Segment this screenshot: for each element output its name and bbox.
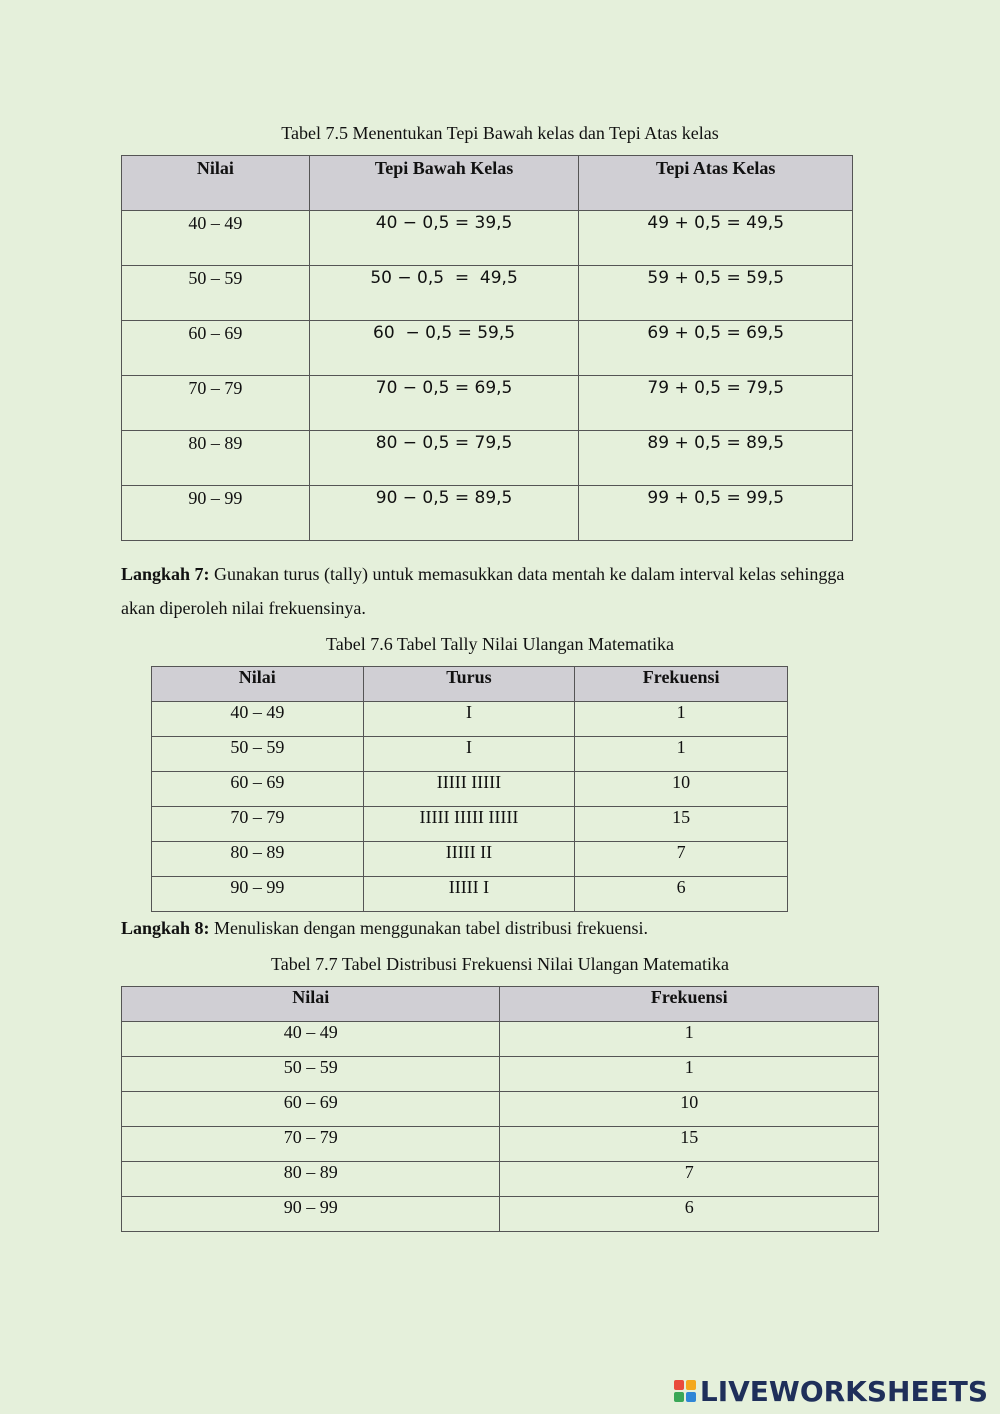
table-row <box>122 486 853 541</box>
cell-frekuensi: 15 <box>575 807 788 842</box>
header-tepi-atas: Tepi Atas Kelas <box>579 156 853 211</box>
header-frekuensi: Frekuensi <box>500 987 879 1022</box>
cell-tepi-bawah: 80 − 0,5 = 79,5 <box>309 431 579 486</box>
cell-nilai: 40 – 49 <box>122 1022 500 1057</box>
cell-frekuensi: 6 <box>500 1197 879 1232</box>
table-row <box>152 737 788 772</box>
cell-tepi-atas: 89 + 0,5 = 89,5 <box>579 431 853 486</box>
cell-turus: IIIII I <box>363 877 575 912</box>
cell-nilai: 90 – 99 <box>122 1197 500 1232</box>
table-row <box>122 1162 879 1197</box>
cell-tepi-bawah: 50 − 0,5 = 49,5 <box>309 266 579 321</box>
cell-frekuensi: 1 <box>500 1022 879 1057</box>
cell-tepi-atas: 99 + 0,5 = 99,5 <box>579 486 853 541</box>
step-8-paragraph <box>121 911 881 945</box>
cell-nilai: 90 – 99 <box>122 486 310 541</box>
logo-text: LIVEWORKSHEETS <box>699 1374 988 1408</box>
table-row <box>122 376 853 431</box>
cell-tepi-atas: 49 + 0,5 = 49,5 <box>579 211 853 266</box>
table-76 <box>151 666 788 912</box>
logo-square-icon <box>674 1380 684 1390</box>
table-row <box>122 1197 879 1232</box>
header-nilai: Nilai <box>122 987 500 1022</box>
cell-frekuensi: 1 <box>575 702 788 737</box>
table-row <box>152 877 788 912</box>
table-77 <box>121 986 879 1232</box>
logo-square-icon <box>686 1392 696 1402</box>
table-row <box>122 1057 879 1092</box>
cell-frekuensi: 7 <box>575 842 788 877</box>
cell-turus: I <box>363 702 575 737</box>
table-header-row <box>152 667 788 702</box>
cell-nilai: 40 – 49 <box>152 702 364 737</box>
table-row <box>122 1092 879 1127</box>
step-8-label: Langkah 8: <box>121 918 210 938</box>
liveworksheets-logo <box>674 1374 988 1408</box>
cell-nilai: 40 – 49 <box>122 211 310 266</box>
cell-frekuensi: 1 <box>500 1057 879 1092</box>
logo-square-icon <box>674 1392 684 1402</box>
cell-frekuensi: 6 <box>575 877 788 912</box>
cell-nilai: 90 – 99 <box>152 877 364 912</box>
table-row <box>122 266 853 321</box>
cell-turus: IIIII IIIII IIIII <box>363 807 575 842</box>
cell-tepi-bawah: 90 − 0,5 = 89,5 <box>309 486 579 541</box>
cell-nilai: 70 – 79 <box>152 807 364 842</box>
cell-frekuensi: 15 <box>500 1127 879 1162</box>
table-row <box>122 1022 879 1057</box>
header-frekuensi: Frekuensi <box>575 667 788 702</box>
table-row <box>152 807 788 842</box>
cell-tepi-bawah: 70 − 0,5 = 69,5 <box>309 376 579 431</box>
step-7-paragraph <box>121 557 881 625</box>
table-row <box>122 211 853 266</box>
header-tepi-bawah: Tepi Bawah Kelas <box>309 156 579 211</box>
header-turus: Turus <box>363 667 575 702</box>
table-row <box>122 321 853 376</box>
step-7-text: Gunakan turus (tally) untuk memasukkan data mentah ke dalam interval kelas sehingga akan diperoleh nilai frekuensinya. <box>121 564 845 618</box>
table-header-row <box>122 987 879 1022</box>
logo-mark-icon <box>674 1380 696 1402</box>
cell-frekuensi: 10 <box>500 1092 879 1127</box>
table-76-caption: Tabel 7.6 Tabel Tally Nilai Ulangan Matematika <box>326 634 674 654</box>
table-header-row <box>122 156 853 211</box>
cell-tepi-atas: 59 + 0,5 = 59,5 <box>579 266 853 321</box>
cell-frekuensi: 1 <box>575 737 788 772</box>
cell-frekuensi: 10 <box>575 772 788 807</box>
cell-nilai: 80 – 89 <box>122 1162 500 1197</box>
cell-nilai: 70 – 79 <box>122 1127 500 1162</box>
cell-nilai: 60 – 69 <box>122 1092 500 1127</box>
cell-turus: IIIII II <box>363 842 575 877</box>
table-75 <box>121 155 853 541</box>
cell-nilai: 50 – 59 <box>122 266 310 321</box>
logo-square-icon <box>686 1380 696 1390</box>
header-nilai: Nilai <box>122 156 310 211</box>
cell-frekuensi: 7 <box>500 1162 879 1197</box>
table-row <box>122 1127 879 1162</box>
cell-tepi-atas: 79 + 0,5 = 79,5 <box>579 376 853 431</box>
table-row <box>152 702 788 737</box>
cell-nilai: 70 – 79 <box>122 376 310 431</box>
table-77-caption: Tabel 7.7 Tabel Distribusi Frekuensi Nilai Ulangan Matematika <box>270 954 730 974</box>
header-nilai: Nilai <box>152 667 364 702</box>
cell-nilai: 50 – 59 <box>122 1057 500 1092</box>
cell-turus: IIIII IIIII <box>363 772 575 807</box>
table-row <box>152 842 788 877</box>
cell-nilai: 80 – 89 <box>122 431 310 486</box>
table-row <box>122 431 853 486</box>
cell-turus: I <box>363 737 575 772</box>
cell-tepi-bawah: 40 − 0,5 = 39,5 <box>309 211 579 266</box>
step-8-text: Menuliskan dengan menggunakan tabel distribusi frekuensi. <box>209 918 648 938</box>
cell-nilai: 80 – 89 <box>152 842 364 877</box>
cell-nilai: 50 – 59 <box>152 737 364 772</box>
cell-nilai: 60 – 69 <box>152 772 364 807</box>
cell-tepi-bawah: 60 − 0,5 = 59,5 <box>309 321 579 376</box>
step-7-label: Langkah 7: <box>121 564 210 584</box>
cell-nilai: 60 – 69 <box>122 321 310 376</box>
table-row <box>152 772 788 807</box>
table-75-caption: Tabel 7.5 Menentukan Tepi Bawah kelas dan Tepi Atas kelas <box>281 123 719 143</box>
cell-tepi-atas: 69 + 0,5 = 69,5 <box>579 321 853 376</box>
